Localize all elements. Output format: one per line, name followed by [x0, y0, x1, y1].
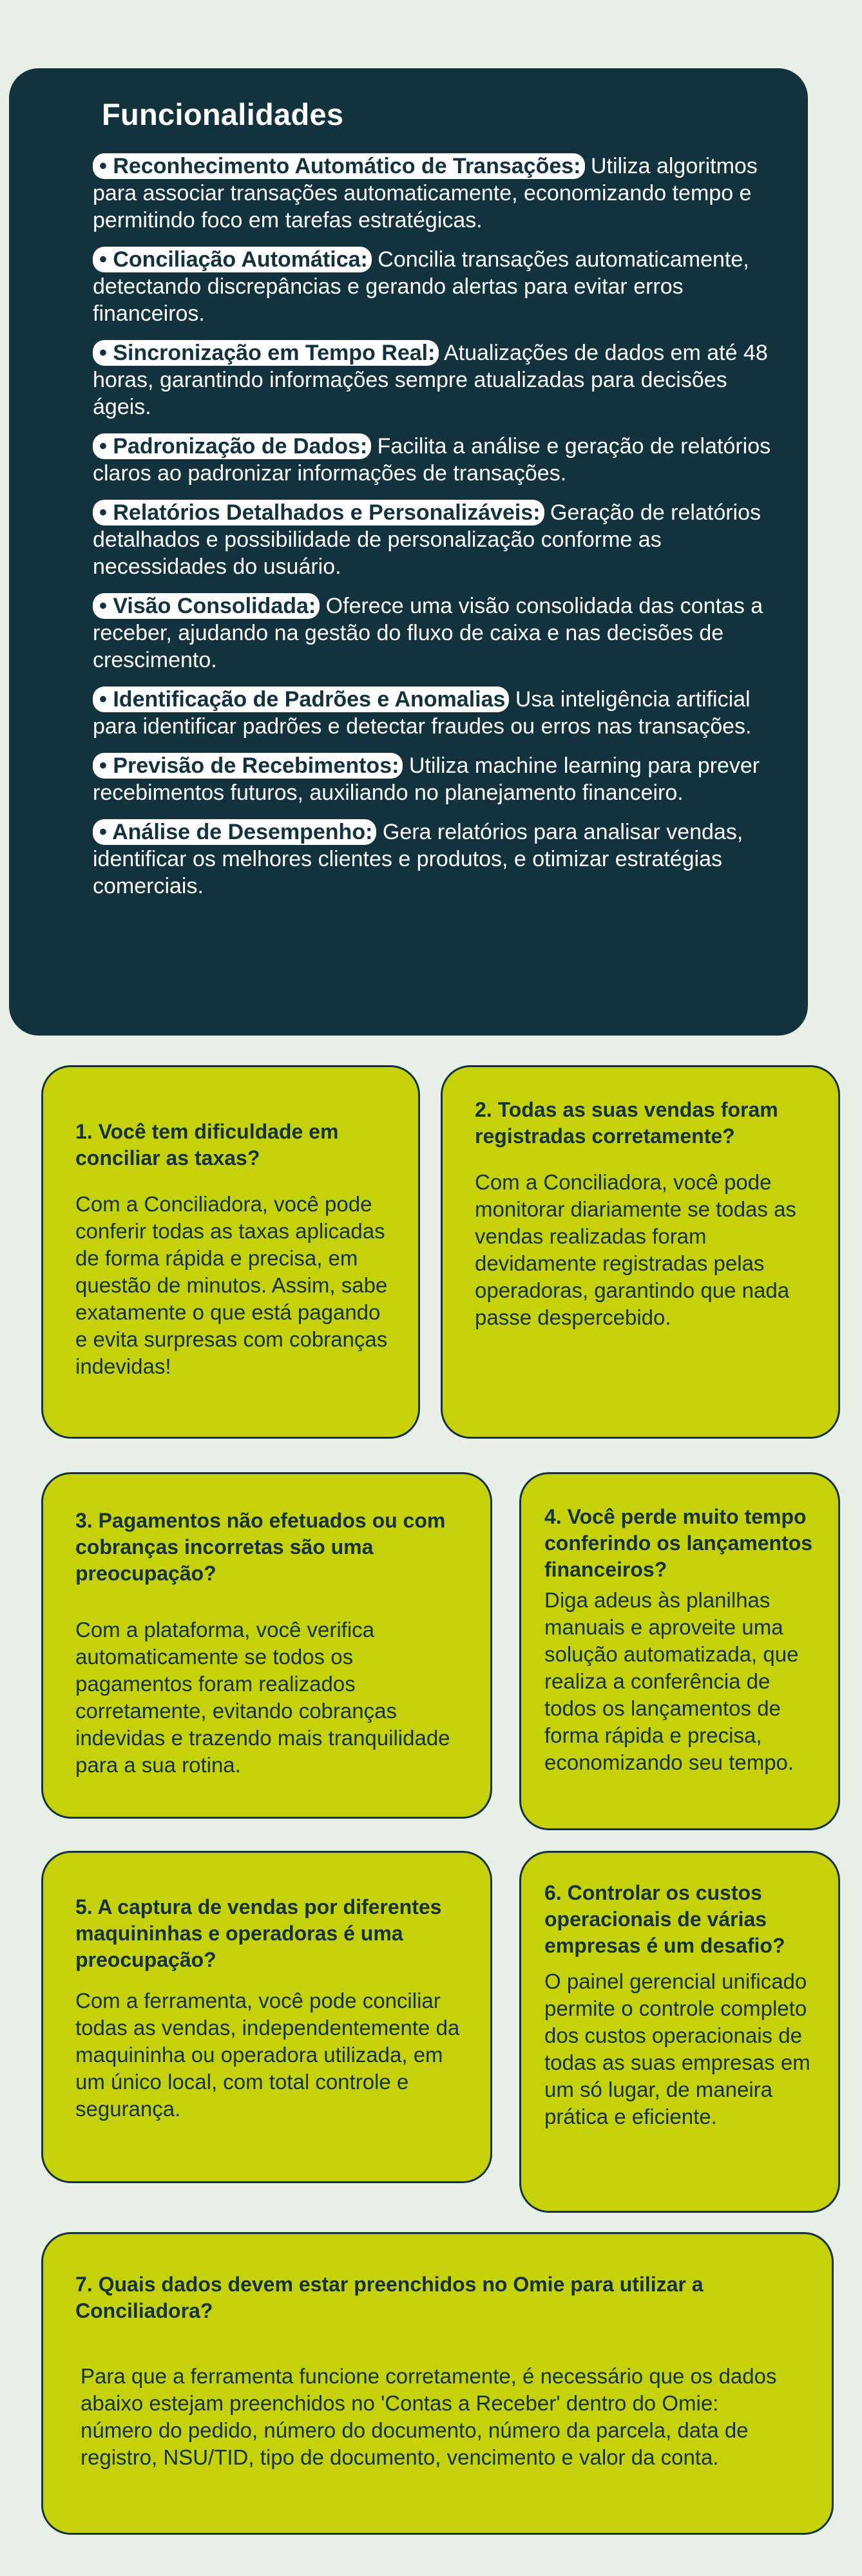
feature-item	[93, 339, 776, 421]
feature-item	[93, 592, 776, 674]
faq-question: 5. A captura de vendas por diferentes maquininhas e operadoras é uma preocupação?	[75, 1895, 442, 1971]
feature-item	[93, 246, 776, 327]
faq-answer: Com a plataforma, você verifica automaticamente se todos os pagamentos foram realizados corretamente, evitando cobranças indevidas e trazendo mais tranquilidade para a sua rotina.	[75, 1618, 450, 1777]
feature-label: • Identificação de Padrões e Anomalias	[93, 687, 509, 712]
faq-question: 4. Você perde muito tempo conferindo os lançamentos financeiros?	[544, 1505, 813, 1581]
feature-item	[93, 752, 776, 806]
faq-answer: Diga adeus às planilhas manuais e aproveite uma solução automatizada, que realiza a conferência de todos os lançamentos de forma rápida e precisa, economizando seu tempo.	[544, 1588, 799, 1774]
faq-answer: Com a Conciliadora, você pode monitorar diariamente se todas as vendas realizadas foram devidamente registradas pelas operadoras, garantindo que nada passe despercebido.	[475, 1170, 796, 1329]
faq-card-2	[441, 1065, 840, 1439]
feature-item	[93, 499, 776, 580]
feature-desc: Gera relatórios para analisar vendas, identificar os melhores clientes e produtos, e otimizar estratégias comerciais.	[93, 820, 743, 898]
faq-question: 6. Controlar os custos operacionais de várias empresas é um desafio?	[544, 1881, 785, 1957]
features-title: Funcionalidades	[102, 97, 344, 131]
faq-answer: Com a Conciliadora, você pode conferir todas as taxas aplicadas de forma rápida e precisa, em questão de minutos. Assim, sabe exatamente o que está pagando e evita surpresas com cobranças indevidas!	[75, 1192, 388, 1378]
faq-card-4	[519, 1472, 840, 1830]
features-panel	[9, 68, 808, 1036]
feature-label: • Padronização de Dados:	[93, 433, 371, 459]
faq-card-1	[41, 1065, 420, 1439]
faq-answer: O painel gerencial unificado permite o controle completo dos custos operacionais de todas as suas empresas em um só lugar, de maneira prática e eficiente.	[544, 1969, 810, 2128]
faq-answer: Para que a ferramenta funcione corretamente, é necessário que os dados abaixo estejam preenchidos no 'Contas a Receber' dentro do Omie: número do pedido, número do documento, número da parcela, data de registro, NSU/TID, tipo de documento, vencimento e valor da conta.	[81, 2364, 777, 2469]
faq-card-3	[41, 1472, 492, 1819]
feature-desc: Atualizações de dados em até 48 horas, garantindo informações sempre atualizadas para decisões ágeis.	[93, 341, 768, 419]
faq-question: 1. Você tem dificuldade em conciliar as taxas?	[75, 1120, 339, 1170]
feature-label: • Relatórios Detalhados e Personalizáveis:	[93, 500, 544, 526]
faq-question: 3. Pagamentos não efetuados ou com cobranças incorretas são uma preocupação?	[75, 1509, 446, 1585]
feature-item	[93, 819, 776, 900]
faq-question: 2. Todas as suas vendas foram registradas corretamente?	[475, 1098, 778, 1148]
feature-desc: Utiliza machine learning para prever recebimentos futuros, auxiliando no planejamento financeiro.	[93, 753, 760, 805]
feature-label: • Conciliação Automática:	[93, 247, 372, 272]
feature-label: • Previsão de Recebimentos:	[93, 753, 403, 779]
feature-item	[93, 686, 776, 740]
feature-label: • Reconhecimento Automático de Transações:	[93, 153, 585, 179]
faq-card-7	[41, 2232, 834, 2535]
feature-desc: Oferece uma visão consolidada das contas a receber, ajudando na gestão do fluxo de caixa e nas decisões de crescimento.	[93, 594, 763, 672]
feature-desc: Geração de relatórios detalhados e possibilidade de personalização conforme as necessidades do usuário.	[93, 500, 761, 579]
feature-desc: Utiliza algoritmos para associar transações automaticamente, economizando tempo e permitindo foco em tarefas estratégicas.	[93, 154, 758, 232]
faq-card-5	[41, 1851, 492, 2183]
feature-desc: Concilia transações automaticamente, detectando discrepâncias e gerando alertas para evitar erros financeiros.	[93, 247, 749, 326]
faq-answer: Com a ferramenta, você pode conciliar todas as vendas, independentemente da maquininha ou operadora utilizada, em um único local, com total controle e segurança.	[75, 1989, 460, 2121]
feature-item	[93, 433, 776, 487]
feature-desc: Facilita a análise e geração de relatórios claros ao padronizar informações de transações.	[93, 434, 771, 486]
feature-label: • Visão Consolidada:	[93, 593, 320, 619]
faq-question: 7. Quais dados devem estar preenchidos no Omie para utilizar a Conciliadora?	[75, 2273, 704, 2322]
feature-label: • Sincronização em Tempo Real:	[93, 340, 439, 366]
feature-desc: Usa inteligência artificial para identificar padrões e detectar fraudes ou erros nas transações.	[93, 687, 752, 739]
faq-card-6	[519, 1851, 840, 2213]
feature-item	[93, 153, 776, 234]
feature-label: • Análise de Desempenho:	[93, 819, 376, 845]
